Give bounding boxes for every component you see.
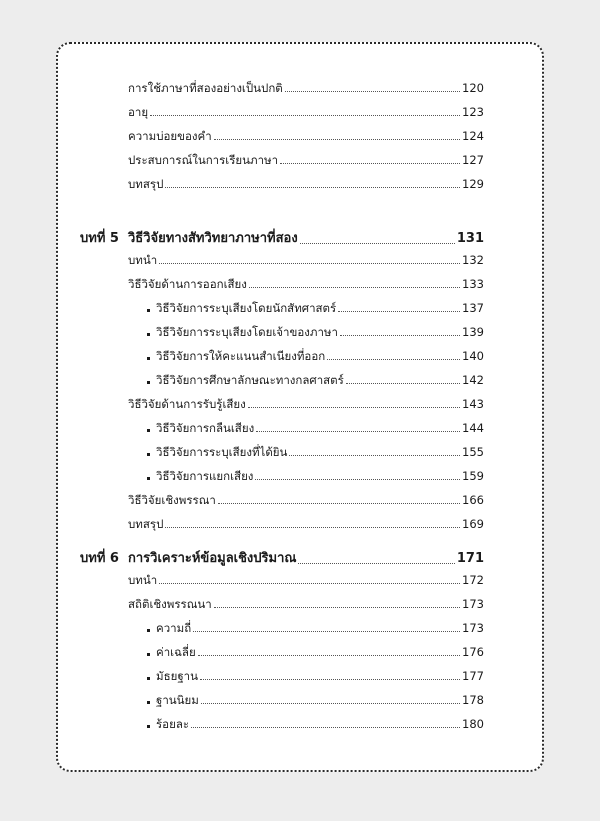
toc-entry[interactable] (128, 252, 484, 267)
chapter-number: บทที่ 5 (80, 231, 119, 246)
toc-subentry[interactable] (156, 644, 484, 659)
toc-entry-page: 120 (462, 81, 484, 95)
toc-subentry[interactable] (156, 668, 484, 683)
dot-leader (165, 527, 460, 528)
dot-leader (159, 263, 460, 264)
toc-subentry[interactable] (156, 716, 484, 731)
dot-leader (248, 407, 460, 408)
toc-entry[interactable] (128, 516, 484, 531)
toc-subentry[interactable] (156, 324, 484, 339)
toc-entry-title: การใช้ภาษาที่สองอย่างเป็นปกติ (128, 81, 283, 95)
toc-entry-page: 123 (462, 105, 484, 119)
chapter-title: การวิเคราะห์ข้อมูลเชิงปริมาณ (128, 551, 297, 566)
toc-entry-title: วิธีวิจัยการแยกเสียง (156, 469, 254, 483)
dot-leader (200, 679, 460, 680)
dot-leader (298, 563, 454, 564)
toc-entry-page: 178 (462, 693, 484, 707)
dot-leader (340, 335, 460, 336)
toc-entry-page: 144 (462, 421, 484, 435)
toc-entry-page: 137 (462, 301, 484, 315)
toc-entry-title: วิธีวิจัยด้านการออกเสียง (128, 277, 247, 291)
toc-entry-page: 169 (462, 517, 484, 531)
toc-entry-title: วิธีวิจัยเชิงพรรณา (128, 493, 216, 507)
toc-entry-title: วิธีวิจัยการระบุเสียงโดยนักสัทศาสตร์ (156, 301, 337, 315)
toc-entry-page: 139 (462, 325, 484, 339)
toc-entry-title: วิธีวิจัยด้านการรับรู้เสียง (128, 397, 246, 411)
bullet-icon (147, 677, 150, 680)
toc-entry-page: 142 (462, 373, 484, 387)
toc-entry-title: บทสรุป (128, 517, 164, 531)
toc-entry-page: 127 (462, 153, 484, 167)
bullet-icon (147, 429, 150, 432)
toc-entry-page: 166 (462, 493, 484, 507)
chapter-number: บทที่ 6 (80, 551, 119, 566)
toc-subentry[interactable] (156, 468, 484, 483)
dot-leader (285, 91, 460, 92)
toc-entry-title: วิธีวิจัยการกลืนเสียง (156, 421, 255, 435)
toc-entry[interactable] (128, 152, 484, 167)
table-of-contents (58, 44, 542, 770)
dot-leader (218, 503, 460, 504)
toc-entry-title: บทนำ (128, 253, 158, 267)
dot-leader (214, 607, 460, 608)
toc-entry-page: 180 (462, 717, 484, 731)
dot-leader (159, 583, 460, 584)
page-frame (56, 42, 544, 772)
toc-subentry[interactable] (156, 372, 484, 387)
toc-entry[interactable] (128, 128, 484, 143)
dot-leader (150, 115, 460, 116)
dot-leader (338, 311, 460, 312)
toc-entry-title: อายุ (128, 105, 149, 119)
dot-leader (214, 139, 460, 140)
dot-leader (165, 187, 460, 188)
toc-entry-title: บทสรุป (128, 177, 164, 191)
toc-entry[interactable] (128, 176, 484, 191)
toc-entry[interactable] (128, 276, 484, 291)
dot-leader (193, 631, 460, 632)
bullet-icon (147, 629, 150, 632)
toc-entry-title: ร้อยละ (156, 717, 190, 731)
bullet-icon (147, 309, 150, 312)
toc-entry-title: วิธีวิจัยการระบุเสียงที่ได้ยิน (156, 445, 288, 459)
toc-entry-page: 132 (462, 253, 484, 267)
toc-entry-title: บทนำ (128, 573, 158, 587)
dot-leader (198, 655, 460, 656)
dot-leader (346, 383, 460, 384)
toc-entry-page: 176 (462, 645, 484, 659)
toc-subentry[interactable] (156, 444, 484, 459)
dot-leader (191, 727, 460, 728)
chapter-5-heading[interactable] (80, 230, 484, 247)
toc-entry-title: วิธีวิจัยการให้คะแนนสำเนียงที่ออก (156, 349, 326, 363)
dot-leader (280, 163, 460, 164)
toc-entry-page: 173 (462, 597, 484, 611)
toc-subentry[interactable] (156, 692, 484, 707)
toc-entry-page: 172 (462, 573, 484, 587)
dot-leader (255, 479, 460, 480)
chapter-page: 171 (456, 551, 484, 566)
toc-entry-title: มัธยฐาน (156, 669, 199, 683)
bullet-icon (147, 725, 150, 728)
chapter-6-heading[interactable] (80, 550, 484, 567)
toc-entry[interactable] (128, 492, 484, 507)
bullet-icon (147, 453, 150, 456)
toc-entry-page: 155 (462, 445, 484, 459)
toc-entry-title: ความบ่อยของคำ (128, 129, 212, 143)
chapter-page: 131 (456, 231, 484, 246)
bullet-icon (147, 653, 150, 656)
toc-subentry[interactable] (156, 420, 484, 435)
toc-entry-page: 133 (462, 277, 484, 291)
toc-entry[interactable] (128, 396, 484, 411)
toc-entry-page: 129 (462, 177, 484, 191)
bullet-icon (147, 381, 150, 384)
toc-entry-title: ฐานนิยม (156, 693, 199, 707)
toc-entry-page: 177 (462, 669, 484, 683)
dot-leader (201, 703, 460, 704)
toc-subentry[interactable] (156, 300, 484, 315)
chapter-title: วิธีวิจัยทางสัทวิทยาภาษาที่สอง (128, 231, 298, 246)
toc-entry-page: 124 (462, 129, 484, 143)
bullet-icon (147, 357, 150, 360)
dot-leader (256, 431, 460, 432)
toc-subentry[interactable] (156, 620, 484, 635)
bullet-icon (147, 477, 150, 480)
dot-leader (327, 359, 460, 360)
toc-entry-title: ค่าเฉลี่ย (156, 645, 196, 659)
toc-entry[interactable] (128, 80, 484, 95)
toc-entry-title: ประสบการณ์ในการเรียนภาษา (128, 153, 279, 167)
toc-entry-page: 159 (462, 469, 484, 483)
dot-leader (300, 243, 455, 244)
toc-entry[interactable] (128, 596, 484, 611)
bullet-icon (147, 333, 150, 336)
dot-leader (289, 455, 460, 456)
toc-entry-title: ความถี่ (156, 621, 192, 635)
toc-subentry[interactable] (156, 348, 484, 363)
dot-leader (249, 287, 460, 288)
toc-entry[interactable] (128, 572, 484, 587)
toc-entry-title: สถิติเชิงพรรณนา (128, 597, 212, 611)
toc-entry-title: วิธีวิจัยการศึกษาลักษณะทางกลศาสตร์ (156, 373, 344, 387)
toc-entry-title: วิธีวิจัยการระบุเสียงโดยเจ้าของภาษา (156, 325, 338, 339)
toc-entry-page: 140 (462, 349, 484, 363)
bullet-icon (147, 701, 150, 704)
toc-entry-page: 173 (462, 621, 484, 635)
toc-entry[interactable] (128, 104, 484, 119)
toc-entry-page: 143 (462, 397, 484, 411)
